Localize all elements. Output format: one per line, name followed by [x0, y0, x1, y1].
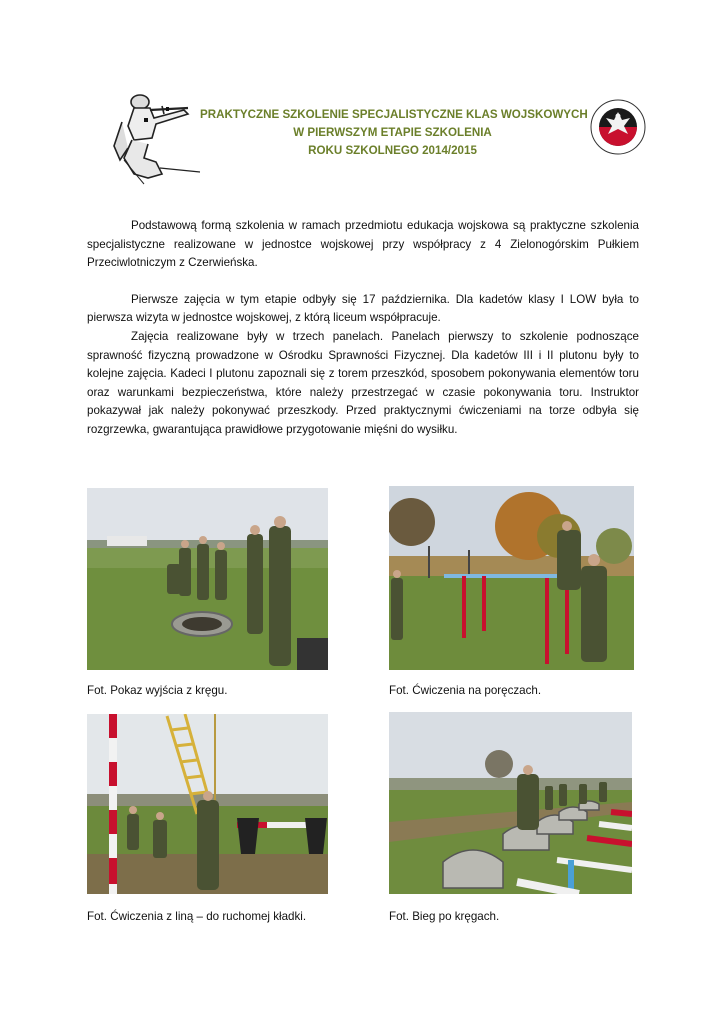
photo-ring-exit	[87, 488, 328, 670]
page-title	[200, 106, 588, 160]
soldier-logo	[104, 88, 204, 186]
photo-parallel-bars	[389, 486, 634, 670]
photo-caption-3: Fot. Ćwiczenia z liną – do ruchomej kładki.	[87, 910, 307, 923]
title-line-2: W PIERWSZYM ETAPIE SZKOLENIA	[293, 126, 492, 139]
photo-caption-4: Fot. Bieg po kręgach.	[389, 910, 500, 923]
paragraph-2: Pierwsze zajęcia w tym etapie odbyły się 17 października. Dla kadetów klasy I LOW była to pierwsza wizyta w jednostce wojskowej, z którą liceum współpracuje.	[87, 292, 639, 325]
club-emblem-logo	[588, 98, 648, 156]
photo-caption-1: Fot. Pokaz wyjścia z kręgu.	[87, 684, 228, 697]
paragraph-1: Podstawową formą szkolenia w ramach przedmiotu edukacja wojskowa są praktyczne szkolenia specjalistyczne realizowane w jednostce wojskowej przy współpracy z 4 Zielonogórskim Pułkiem Przeciwlotniczym z Czerwieńska.	[87, 219, 639, 270]
article-body	[87, 217, 639, 440]
title-line-1: PRAKTYCZNE SZKOLENIE SPECJALISTYCZNE KLAS WOJSKOWYCH	[200, 108, 588, 121]
paragraph-3: Zajęcia realizowane były w trzech panelach. Panelach pierwszy to szkolenie podnoszące sprawność fizyczną prowadzone w Ośrodku Sprawności Fizycznej. Dla kadetów III i II plutonu były to kolejne zajęcia. Kadeci I plutonu zapoznali się z torem przeszkód, sposobem pokonywania elementów toru oraz warunkami bezpieczeństwa, które należy przestrzegać w czasie pokonywania toru. Instruktor pokazywał jak należy pokonywać przeszkody. Przed praktycznymi ćwiczeniami na torze odbyła się rozgrzewka, gwarantująca prawidłowe przygotowanie mięśni do wysiłku.	[87, 329, 639, 436]
photo-caption-2: Fot. Ćwiczenia na poręczach.	[389, 684, 542, 697]
title-line-3: ROKU SZKOLNEGO 2014/2015	[308, 144, 477, 157]
photo-ring-run	[389, 712, 632, 894]
photo-rope-exercise	[87, 714, 328, 894]
